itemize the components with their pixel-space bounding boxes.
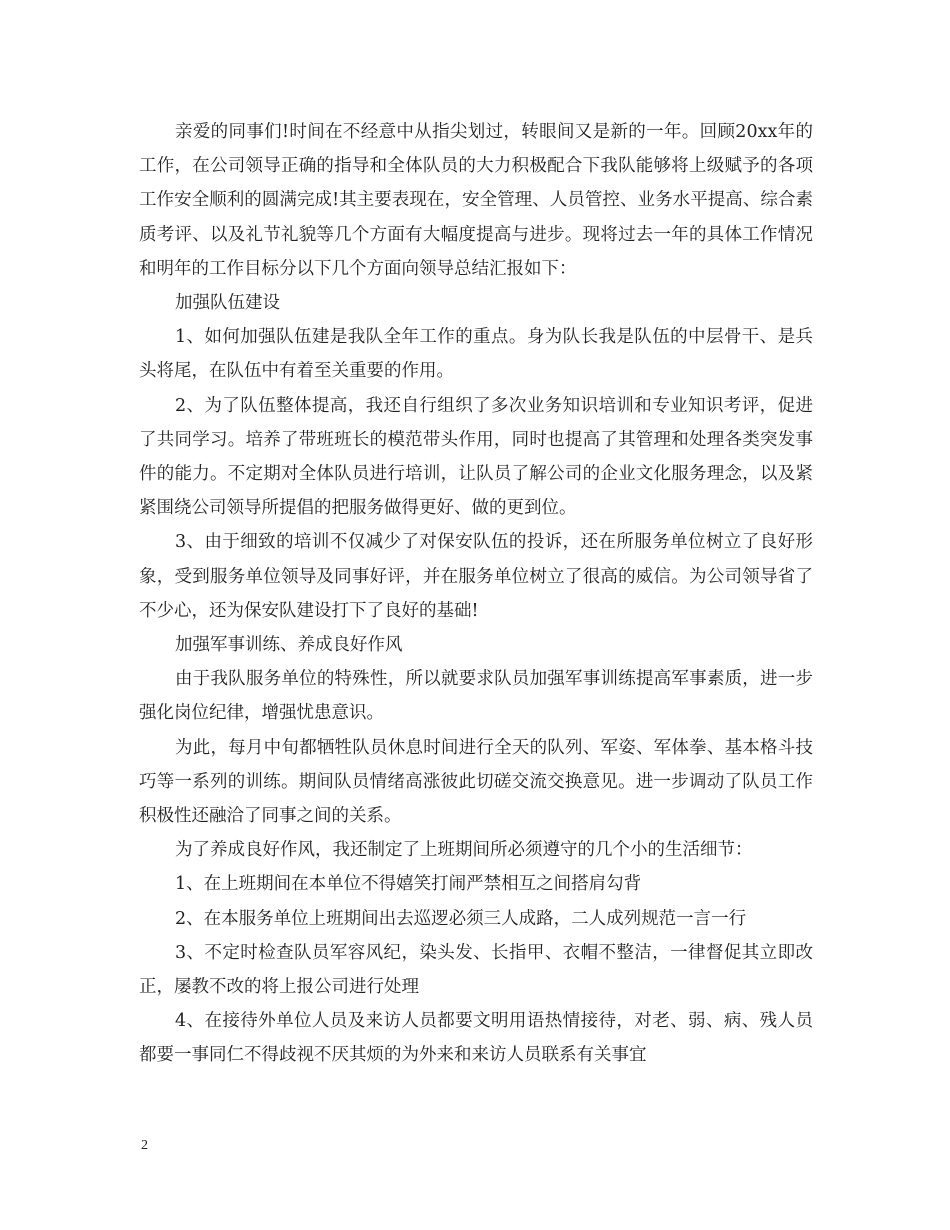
paragraph-intro: 亲爱的同事们!时间在不经意中从指尖划过，转眼间又是新的一年。回顾20xx年的工作，在公司领导正确的指导和全体队员的大力积极配合下我队能够将上级赋予的各项工作安全顺利的圆满完成!其主要表现在，安全管理、人员管控、业务水平提高、综合素质考评、以及礼节礼貌等几个方面有大幅度提高与进步。现将过去一年的具体工作情况和明年的工作目标分以下几个方面向领导总结汇报如下： [139, 122, 813, 279]
paragraph-conduct-rules-intro: 为了养成良好作风，我还制定了上班期间所必须遵守的几个小的生活细节： [175, 840, 753, 861]
section-heading-military-training: 加强军事训练、养成良好作风 [175, 635, 403, 656]
rule-item-1: 1、在上班期间在本单位不得嬉笑打闹严禁相互之间搭肩勾背 [175, 874, 642, 895]
rule-item-2: 2、在本服务单位上班期间出去巡逻必须三人成路，二人成列规范一言一行 [175, 908, 747, 929]
paragraph-training-schedule: 为此，每月中旬都牺牲队员休息时间进行全天的队列、军姿、军体拳、基本格斗技巧等一系列的训练。期间队员情绪高涨彼此切磋交流交换意见。进一步调动了队员工作积极性还融洽了同事之间的关系。 [139, 737, 813, 827]
page-number: 2 [141, 1138, 148, 1153]
section-heading-team-building: 加强队伍建设 [175, 293, 280, 314]
paragraph-training-reason: 由于我队服务单位的特殊性，所以就要求队员加强军事训练提高军事素质，进一步强化岗位纪律，增强忧患意识。 [139, 669, 813, 724]
paragraph-item-3: 3、由于细致的培训不仅减少了对保安队伍的投诉，还在所服务单位树立了良好形象，受到服务单位领导及同事好评，并在服务单位树立了很高的威信。为公司领导省了不少心，还为保安队建设打下了良好的基础! [139, 532, 813, 621]
rule-item-3: 3、不定时检查队员军容风纪，染头发、长指甲、衣帽不整洁，一律督促其立即改正，屡教不改的将上报公司进行处理 [139, 942, 813, 998]
rule-item-4: 4、在接待外单位人员及来访人员都要文明用语热情接待，对老、弱、病、残人员都要一事同仁不得歧视不厌其烦的为外来和来访人员联系有关事宜 [139, 1011, 813, 1066]
paragraph-item-2: 2、为了队伍整体提高，我还自行组织了多次业务知识培训和专业知识考评，促进了共同学习。培养了带班班长的模范带头作用，同时也提高了其管理和处理各类突发事件的能力。不定期对全体队员进行培训，让队员了解公司的企业文化服务理念，以及紧紧围绕公司领导所提倡的把服务做得更好、做的更到位。 [139, 395, 813, 519]
paragraph-item-1: 1、如何加强队伍建是我队全年工作的重点。身为队长我是队伍的中层骨干、是兵头将尾，在队伍中有着至关重要的作用。 [139, 327, 813, 382]
document-body [139, 115, 813, 1073]
